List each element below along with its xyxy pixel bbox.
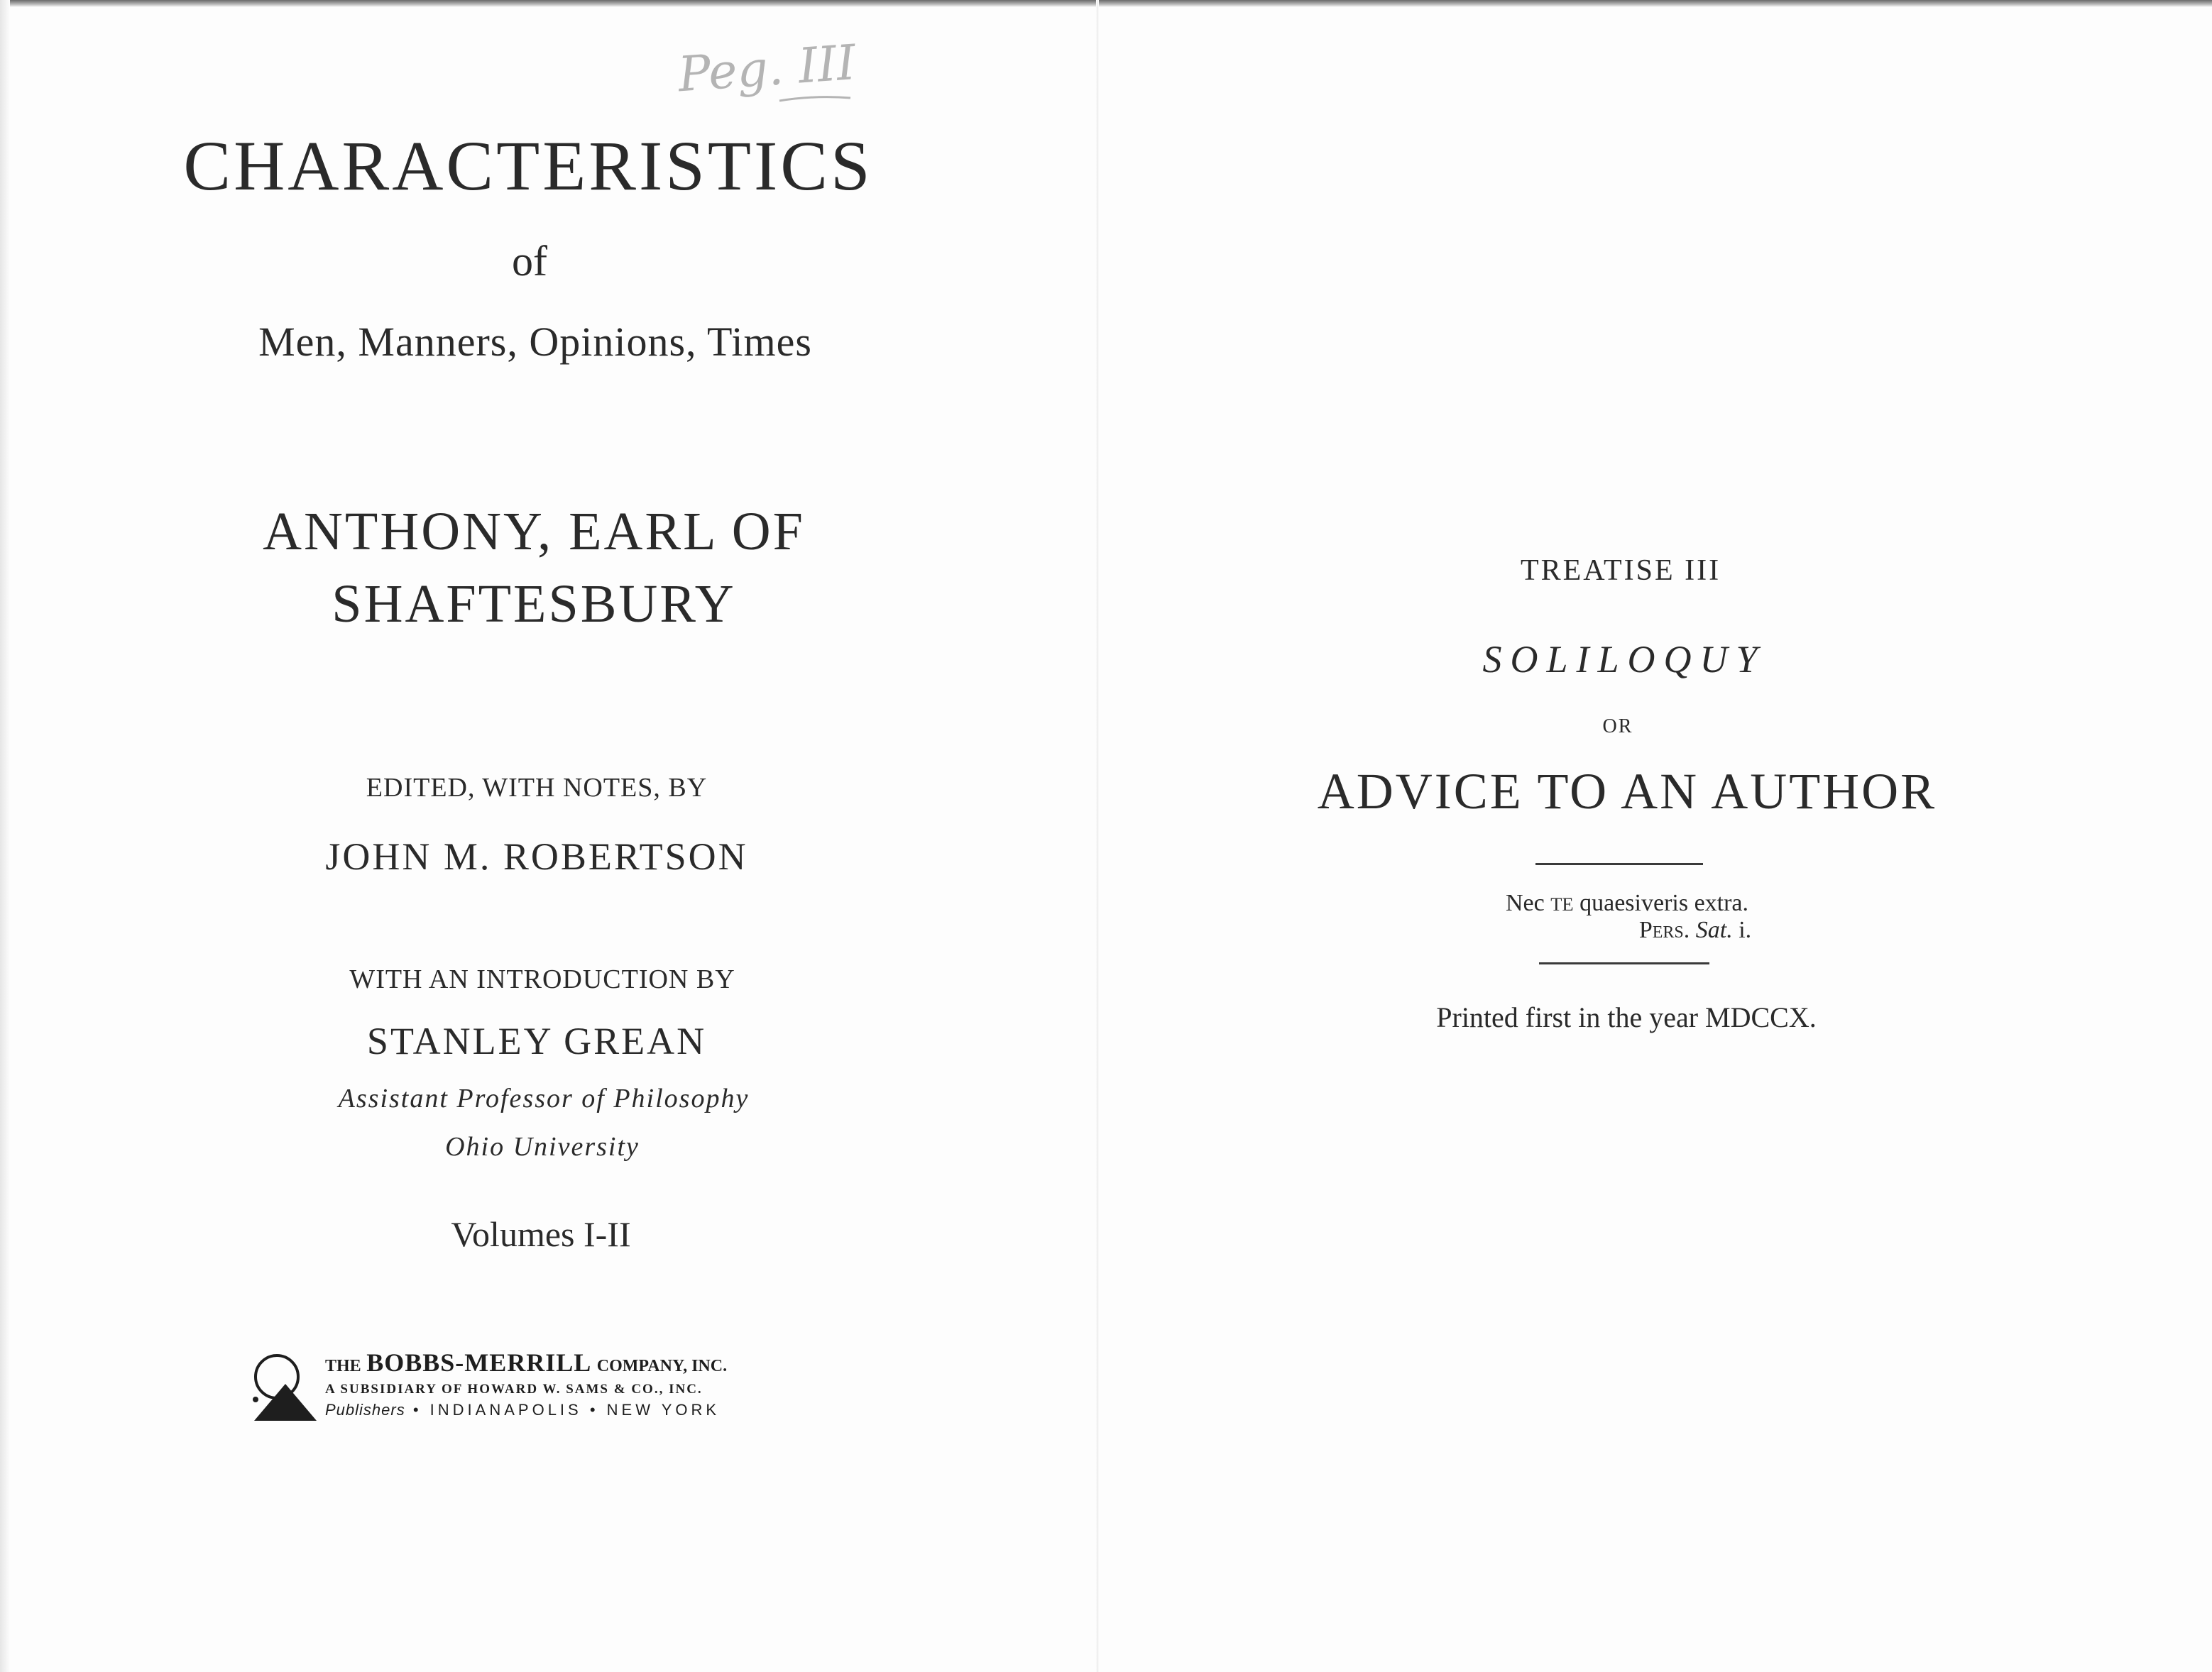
editor-name: JOHN M. ROBERTSON bbox=[325, 835, 748, 878]
motto-post: quaesiveris extra. bbox=[1579, 890, 1749, 916]
author-line-1: ANTHONY, EARL OF bbox=[263, 502, 805, 561]
publisher-city-1: INDIANAPOLIS bbox=[429, 1401, 582, 1419]
source-author: Pers. bbox=[1638, 917, 1690, 943]
separator-dot: • bbox=[589, 1401, 599, 1419]
pencil-annotation bbox=[673, 21, 858, 128]
printed-date: Printed first in the year MDCCX. bbox=[1436, 1001, 1817, 1033]
left-title-page bbox=[0, 0, 1096, 1672]
treatise-number: TREATISE III bbox=[1520, 554, 1721, 587]
publisher-subsidiary: A SUBSIDIARY OF HOWARD W. SAMS & CO., INC. bbox=[325, 1382, 703, 1397]
publisher-company: COMPANY, INC. bbox=[596, 1357, 728, 1375]
book-title: CHARACTERISTICS bbox=[183, 126, 873, 205]
publisher-city-2: NEW YORK bbox=[606, 1401, 721, 1419]
publisher-the: THE bbox=[325, 1357, 361, 1375]
rule-top bbox=[1535, 863, 1703, 865]
separator-dot: • bbox=[412, 1401, 422, 1419]
treatise-subtitle: ADVICE TO AN AUTHOR bbox=[1317, 763, 1937, 820]
book-subtitle: Men, Manners, Opinions, Times bbox=[258, 319, 812, 365]
publisher-name: BOBBS-MERRILL bbox=[366, 1348, 592, 1377]
edited-by-label: EDITED, WITH NOTES, BY bbox=[366, 773, 708, 803]
publisher-name-line bbox=[325, 1350, 727, 1379]
rule-bottom bbox=[1539, 962, 1709, 964]
publisher-cities-line bbox=[325, 1400, 727, 1420]
introduction-by-label: WITH AN INTRODUCTION BY bbox=[349, 964, 735, 994]
treatise-title: SOLILOQUY bbox=[1482, 638, 1766, 681]
source-work: Sat. bbox=[1695, 917, 1733, 943]
introducer-title: Assistant Professor of Philosophy bbox=[338, 1084, 750, 1113]
author-line-2: SHAFTESBURY bbox=[332, 574, 736, 634]
title-connector: of bbox=[512, 238, 547, 285]
publisher-imprint bbox=[248, 1347, 845, 1425]
publisher-logo-icon bbox=[248, 1347, 325, 1425]
pencil-note: Peg. III bbox=[676, 35, 858, 104]
right-half-title-page bbox=[1099, 0, 2212, 1672]
motto-pre: Nec bbox=[1505, 890, 1545, 916]
introducer-university: Ohio University bbox=[445, 1132, 640, 1162]
motto-source bbox=[1639, 917, 1751, 944]
volumes-label: Volumes I-II bbox=[451, 1214, 631, 1254]
motto-te: TE bbox=[1550, 893, 1574, 915]
publisher-role: Publishers bbox=[325, 1401, 405, 1419]
introducer-name: STANLEY GREAN bbox=[366, 1020, 707, 1062]
source-number: i. bbox=[1739, 917, 1752, 943]
title-or: OR bbox=[1602, 715, 1633, 737]
motto bbox=[1506, 890, 1748, 917]
